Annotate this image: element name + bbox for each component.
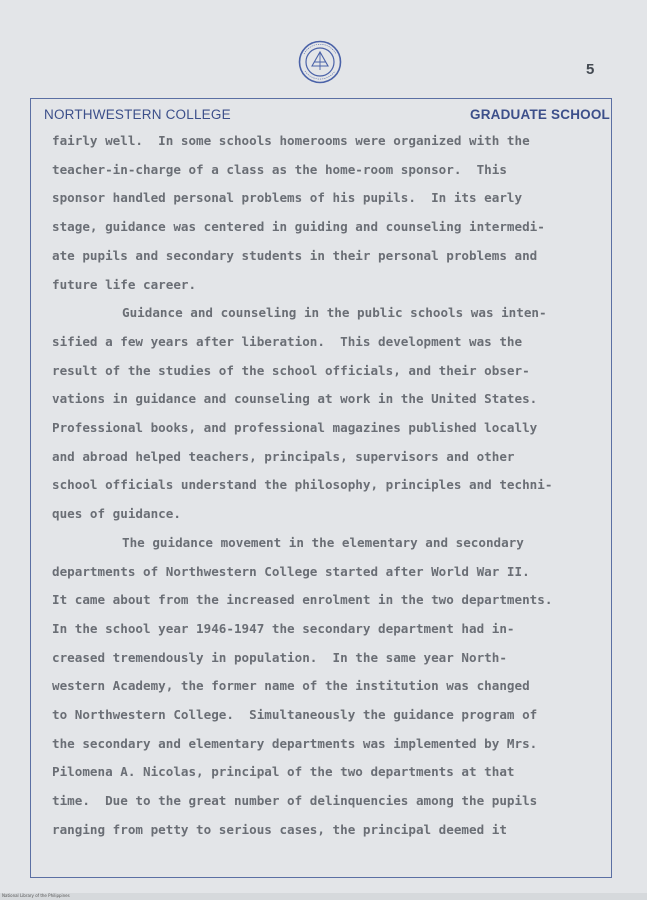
library-footer-note: National Library of the Philippines — [2, 893, 70, 898]
text-line: In the school year 1946-1947 the secondary department had in- — [52, 620, 515, 636]
text-line: to Northwestern College. Simultaneously the guidance program of — [52, 707, 538, 722]
text-line: result of the studies of the school officials, and their obser- — [52, 362, 530, 378]
text-line: creased tremendously in population. In the same year North- — [52, 649, 507, 665]
college-seal-icon — [298, 40, 342, 84]
text-line: vations in guidance and counseling at work in the United States. — [52, 391, 538, 407]
text-line: sified a few years after liberation. This development was the — [52, 333, 523, 349]
text-line: teacher-in-charge of a class as the home-room sponsor. This — [52, 161, 507, 177]
paragraph-start: The guidance movement in the elementary and secondary — [122, 534, 524, 550]
text-line: the secondary and elementary departments was implemented by Mrs. — [52, 735, 538, 751]
text-line: ranging from petty to serious cases, the principal deemed it — [52, 821, 507, 837]
page-number: 5 — [586, 61, 595, 78]
text-line: school officials understand the philosophy, principles and techni- — [52, 477, 553, 493]
text-line: fairly well. In some schools homerooms were organized with the — [52, 133, 530, 148]
header-college-name: NORTHWESTERN COLLEGE — [44, 107, 231, 122]
header-school-name: GRADUATE SCHOOL — [470, 107, 610, 122]
text-line: and abroad helped teachers, principals, supervisors and other — [52, 448, 515, 464]
text-line: future life career. — [52, 276, 197, 292]
text-line: Professional books, and professional magazines published locally — [52, 420, 538, 435]
text-line: departments of Northwestern College started after World War II. — [52, 563, 530, 579]
text-line: Pilomena A. Nicolas, principal of the two departments at that — [52, 764, 515, 780]
text-line: ques of guidance. — [52, 506, 181, 522]
text-line: time. Due to the great number of delinquencies among the pupils — [52, 793, 538, 809]
text-line: western Academy, the former name of the institution was changed — [52, 678, 530, 694]
text-line: It came about from the increased enrolment in the two departments. — [52, 592, 553, 608]
text-line: ate pupils and secondary students in their personal problems and — [52, 247, 538, 263]
paragraph-start: Guidance and counseling in the public schools was inten- — [122, 305, 547, 321]
text-line: stage, guidance was centered in guiding and counseling intermedi- — [52, 219, 545, 235]
text-line: sponsor handled personal problems of his pupils. In its early — [52, 190, 523, 206]
